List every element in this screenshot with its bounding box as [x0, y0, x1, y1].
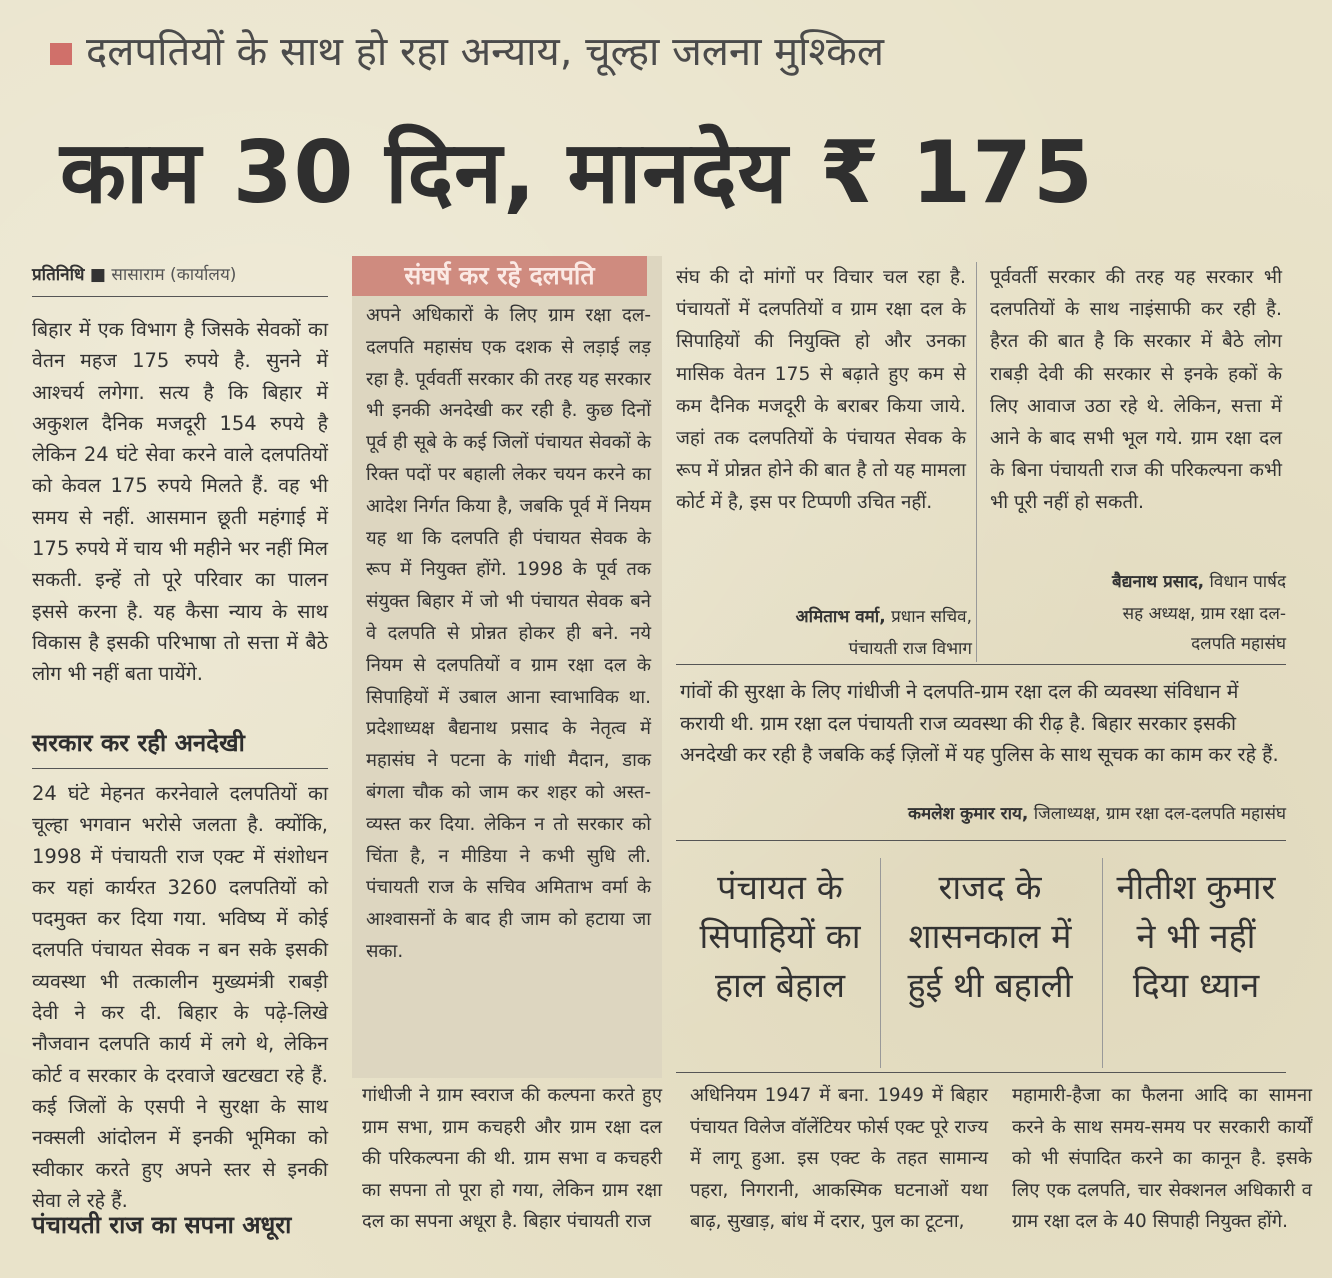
subhead-sarkar-andekhi: सरकार कर रही अनदेखी [32, 729, 245, 757]
quote-text: गांवों की सुरक्षा के लिए गांधीजी ने दलपति-ग्राम रक्षा दल की व्यवस्था संविधान में करायी थी. ग्राम रक्षा दल पंचायती राज व्यवस्था की रीढ़ है. बिहार सरकार इसकी अनदेखी कर रही है जबकि कई ज़िलों में यह पुलिस के साथ सूचक का काम कर रहे हैं. [680, 680, 1279, 766]
column-4-bottom-text: महामारी-हैजा का फैलना आदि का सामना करने के साथ समय-समय पर सरकारी कार्यों को भी संपादित करने का कानून है. इसके लिए एक दलपति, चार सेक्शनल अधिकारी व ग्राम रक्षा दल के 40 सिपाही नियुक्त होंगे. [1012, 1085, 1312, 1232]
sig-name-amitabh: अमिताभ वर्मा, [795, 607, 886, 627]
column-3-text: संघ की दो मांगों पर विचार चल रहा है. पंचायतों में दलपतियों व ग्राम रक्षा दल के सिपाहियों की नियुक्ति हो और उनका मासिक वेतन 175 से बढ़ाते हुए कम से कम दैनिक मजदूरी के बराबर किया जाये. जहां तक दलपतियों के पंचायत सेवक के रूप में प्रोन्नत होने की बात है तो यह मामला कोर्ट में है, इस पर टिप्पणी उचित नहीं. [676, 267, 966, 514]
kicker-text: दलपतियों के साथ हो रहा अन्याय, चूल्हा जलना मुश्किल [86, 29, 884, 75]
boxes-bottom-rule [676, 1072, 1286, 1073]
sidebar-tag: संघर्ष कर रहे दलपति [352, 256, 647, 296]
sig-role-kamlesh: जिलाध्यक्ष, ग्राम रक्षा दल-दलपति महासंघ [1033, 804, 1286, 824]
byline-place: सासाराम (कार्यालय) [111, 265, 237, 285]
column-1-paragraph-1: बिहार में एक विभाग है जिसके सेवकों का वेतन महज 175 रुपये है. सुनने में आश्चर्य लगेगा. सत्य है कि बिहार में अकुशल दैनिक मजदूरी 154 रुपये है लेकिन 24 घंटे सेवा करने वाले दलपतियों को केवल 175 रुपये मिलते हैं. वह भी समय से नहीं. आसमान छूती महंगाई में 175 रुपये में चाय भी महीने भर नहीं मिल सकती. इन्हें तो पूरे परिवार का पालन इससे करना है. यह कैसा न्याय के साथ विकास है इसकी परिभाषा तो सत्ता में बैठे लोग भी नहीं बता पायेंगे. [32, 318, 328, 686]
sig-role-baidyanath-3: दलपति महासंघ [1191, 634, 1286, 654]
main-headline: काम 30 दिन, मानदेय ₹ 175 [60, 123, 1094, 223]
sig-name-baidyanath: बैद्यनाथ प्रसाद, [1112, 572, 1205, 592]
signature-amitabh [676, 603, 972, 631]
column-2-bottom-text: गांधीजी ने ग्राम स्वराज की कल्पना करते हुए ग्राम सभा, ग्राम कचहरी और ग्राम रक्षा दल की परिकल्पना की थी. ग्राम सभा व कचहरी का सपना तो पूरा हो गया, लेकिन ग्राम रक्षा दल का सपना अधूरा है. बिहार पंचायती राज [362, 1085, 662, 1232]
subhead-rule [32, 768, 328, 769]
byline-separator: ■ [89, 265, 106, 285]
subhead-panchayati-raj: पंचायती राज का सपना अधूरा [32, 1211, 292, 1239]
byline [32, 262, 332, 288]
box-nitish-kumar: नीतीश कुमार ने भी नहीं दिया ध्यान [1116, 868, 1276, 1006]
sig-role-baidyanath-2: सह अध्यक्ष, ग्राम रक्षा दल- [1122, 604, 1286, 624]
sig-role-amitabh-1: प्रधान सचिव, [891, 607, 972, 627]
sig-role-baidyanath-1: विधान पार्षद [1209, 572, 1286, 592]
quote-bottom-rule [676, 840, 1286, 841]
sig-name-kamlesh: कमलेश कुमार राय, [907, 804, 1029, 824]
box-divider-2 [1102, 858, 1103, 1068]
bullet-square-icon [50, 43, 72, 65]
column-1-paragraph-2: 24 घंटे मेहनत करनेवाले दलपतियों का चूल्हा भगवान भरोसे जलता है. क्योंकि, 1998 में पंचायती राज एक्ट में संशोधन कर यहां कार्यरत 3260 दलपतियों को पदमुक्त कर दिया गया. भविष्य में कोई दलपति पंचायत सेवक न बन सके इसकी व्यवस्था भी तत्कालीन मुख्यमंत्री राबड़ी देवी ने कर दी. बिहार के पढ़े-लिखे नौजवान दलपति कार्य में लगे थे, लेकिन कोर्ट व सरकार के दरवाजे खटखटा रहे हैं. कई जिलों के एसपी ने सुरक्षा के साथ नक्सली आंदोलन में इनकी भूमिका को स्वीकार करते हुए अपने स्तर से इनकी सेवा ले रहे हैं. [32, 782, 328, 1212]
signature-baidyanath [990, 568, 1286, 596]
column-4-text: पूर्ववर्ती सरकार की तरह यह सरकार भी दलपतियों के साथ नाइंसाफी कर रही है. हैरत की बात है कि सरकार में बैठे लोग राबड़ी देवी की सरकार से इनके हकों के लिए आवाज उठा रहे थे. लेकिन, सत्ता में आने के बाद सभी भूल गये. ग्राम रक्षा दल के बिना पंचायती राज की परिकल्पना कभी भी पूरी नहीं हो सकती. [990, 267, 1282, 514]
box-rajad-shasan: राजद के शासनकाल में हुई थी बहाली [907, 868, 1073, 1006]
sig-role-amitabh-2: पंचायती राज विभाग [848, 639, 972, 659]
kicker-headline [50, 24, 1290, 80]
signature-kamlesh [676, 800, 1286, 828]
column-divider [976, 262, 977, 662]
box-panchayat-sipahi: पंचायत के सिपाहियों का हाल बेहाल [699, 868, 861, 1006]
byline-author: प्रतिनिधि [32, 265, 85, 285]
sidebar-text: अपने अधिकारों के लिए ग्राम रक्षा दल-दलपति महासंघ एक दशक से लड़ाई लड़ रहा है. पूर्ववर्ती सरकार की तरह यह सरकार भी इनकी अनदेखी कर रही है. कुछ दिनों पूर्व ही सूबे के कई जिलों पंचायत सेवकों के रिक्त पदों पर बहाली लेकर चयन करने का आदेश निर्गत किया है, जबकि पूर्व में नियम यह था कि दलपति ही पंचायत सेवक के रूप में नियुक्त होंगे. 1998 के पूर्व तक संयुक्त बिहार में जो भी पंचायत सेवक बने वे दलपति से प्रोन्नत होकर ही बने. नये नियम से दलपतियों व ग्राम रक्षा दल के सिपाहियों में उबाल आना स्वाभाविक था. प्रदेशाध्यक्ष बैद्यनाथ प्रसाद के नेतृत्व में महासंघ ने पटना के गांधी मैदान, डाक बंगला चौक को जाम कर शहर को अस्त-व्यस्त कर दिया. लेकिन न तो सरकार को चिंता है, न मीडिया ने कभी सुधि ली. पंचायती राज के सचिव अमिताभ वर्मा के आश्वासनों के बाद ही जाम को हटाया जा सका. [366, 305, 651, 962]
box-divider-1 [880, 858, 881, 1068]
quote-top-rule [676, 664, 1286, 665]
byline-rule [32, 296, 328, 297]
column-3-bottom-text: अधिनियम 1947 में बना. 1949 में बिहार पंचायत विलेज वॉलेंटियर फोर्स एक्ट पूरे राज्य में लागू हुआ. इस एक्ट के तहत सामान्य पहरा, निगरानी, आकस्मिक घटनाओं यथा बाढ़, सुखाड़, बांध में दरार, पुल का टूटना, [690, 1085, 988, 1232]
